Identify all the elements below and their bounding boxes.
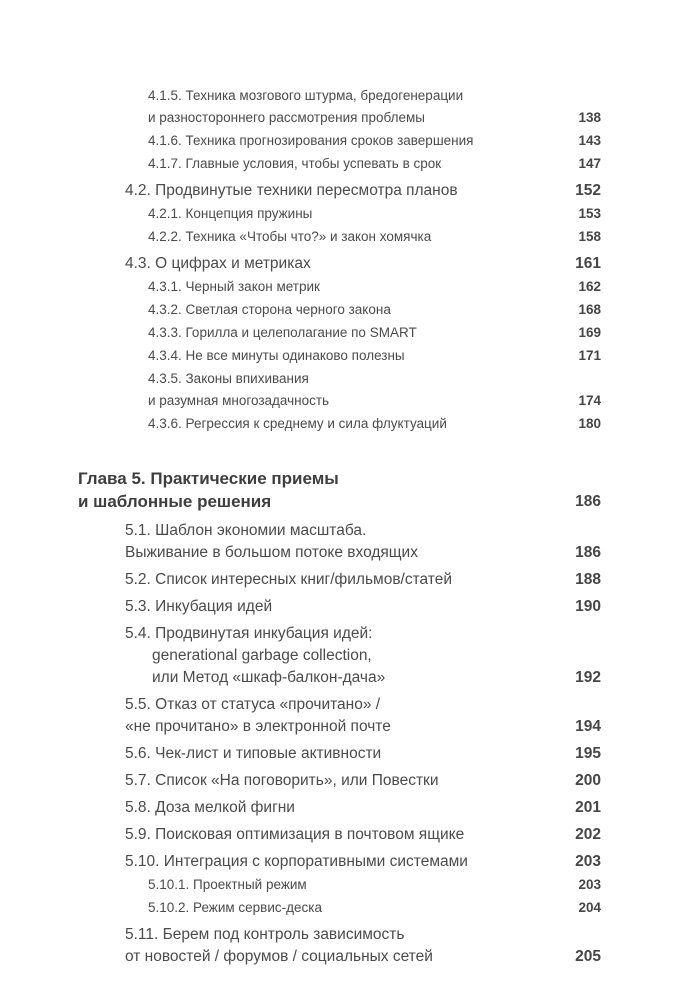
toc-entry-page: 162 (578, 279, 601, 294)
toc-entry-line: 5.9. Поисковая оптимизация в почтовом ящике (125, 826, 465, 843)
toc-entry (78, 874, 601, 896)
toc-entry-line: 4.2. Продвинутые техники пересмотра планов (125, 182, 458, 199)
toc-entry-page: 194 (575, 718, 601, 735)
toc-entry-page: 186 (575, 493, 601, 510)
toc-entry (78, 694, 601, 738)
toc-entry-line: 5.8. Доза мелкой фигни (125, 799, 295, 816)
toc-entry-line: 5.4. Продвинутая инкубация идей: (125, 625, 373, 642)
toc-entry (78, 770, 601, 792)
toc-entry (78, 226, 601, 248)
toc-entry-page: 171 (578, 348, 601, 363)
toc-entry-line: 4.3.2. Светлая сторона черного закона (148, 302, 391, 317)
toc-entry (78, 276, 601, 298)
toc-entry-page: 195 (575, 745, 601, 762)
toc-entry-line: 5.6. Чек-лист и типовые активности (125, 745, 382, 762)
toc-entry-line: 4.1.7. Главные условия, чтобы успевать в срок (148, 156, 442, 171)
toc-entry-page: 190 (575, 598, 601, 615)
toc-entry (78, 623, 601, 689)
toc-entry-line: 5.10.1. Проектный режим (148, 877, 307, 892)
toc-entry-line: от новостей / форумов / социальных сетей (125, 948, 433, 965)
toc-entry-page: 203 (575, 853, 601, 870)
toc-entry-text (125, 924, 433, 968)
toc-entry-page: 192 (575, 669, 601, 686)
toc-entry (78, 824, 601, 846)
toc-entry-text (148, 130, 473, 152)
toc-entry (78, 467, 601, 513)
toc-entry-page: 138 (578, 110, 601, 125)
toc-entry (78, 85, 601, 129)
toc-entry-page: 152 (575, 182, 601, 199)
toc-entry-line: 4.1.6. Техника прогнозирования сроков завершения (148, 133, 474, 148)
toc-entry (78, 569, 601, 591)
toc-entry-line: 4.1.5. Техника мозгового штурма, бредогенерации (148, 88, 464, 103)
toc-entry (78, 345, 601, 367)
toc-entry-page: 188 (575, 571, 601, 588)
toc-entry-text (125, 824, 464, 846)
toc-entry (78, 368, 601, 412)
toc-entry-text (148, 897, 322, 919)
toc-entry-line: 4.2.1. Концепция пружины (148, 206, 313, 221)
toc-entry-text (148, 322, 417, 344)
toc-entry-line: 4.3.5. Законы впихивания (148, 371, 309, 386)
toc-entry (78, 299, 601, 321)
toc-entry-text (78, 467, 339, 513)
toc-entry-line: 5.11. Берем под контроль зависимость (125, 926, 405, 943)
toc-entry (78, 924, 601, 968)
toc-entry-page: 202 (575, 826, 601, 843)
toc-entry-line: generational garbage collection, (152, 647, 372, 664)
toc-entry-text (148, 874, 307, 896)
toc-entry-line: 4.3.4. Не все минуты одинаково полезны (148, 348, 405, 363)
toc-entry-page: 169 (578, 325, 601, 340)
toc-entry-page: 180 (578, 416, 601, 431)
toc-entry-page: 186 (575, 544, 601, 561)
toc-entry (78, 897, 601, 919)
toc-entry-page: 203 (578, 877, 601, 892)
toc-entry-line: «не прочитано» в электронной почте (125, 718, 391, 735)
toc-entry-line: 5.2. Список интересных книг/фильмов/статей (125, 571, 453, 588)
toc-entry (78, 153, 601, 175)
toc-entry (78, 203, 601, 225)
toc-entry-page: 205 (575, 948, 601, 965)
toc-entry-line: и шаблонные решения (78, 492, 272, 511)
toc-entry (78, 413, 601, 435)
toc-entry-line: Глава 5. Практические приемы (78, 469, 339, 488)
toc-entry-text (148, 226, 431, 248)
toc-entry (78, 322, 601, 344)
toc-entry-text (125, 569, 452, 591)
toc-entry-text (125, 770, 439, 792)
toc-entry-text (148, 345, 405, 367)
toc-entry-text (125, 694, 391, 738)
toc-entry-text (148, 368, 329, 412)
toc-entry (78, 130, 601, 152)
toc-entry-line: 5.3. Инкубация идей (125, 598, 273, 615)
toc-entry-text (125, 797, 295, 819)
toc-entry-line: 5.7. Список «На поговорить», или Повестки (125, 772, 439, 789)
toc-entry-page: 174 (578, 393, 601, 408)
toc-entry-line: 4.3.3. Горилла и целеполагание по SMART (148, 325, 417, 340)
toc-entry-line: и разностороннего рассмотрения проблемы (148, 110, 426, 125)
toc-entry-page: 158 (578, 229, 601, 244)
toc-entry-page: 143 (578, 133, 601, 148)
toc-entry-line: 4.2.2. Техника «Чтобы что?» и закон хомячка (148, 229, 432, 244)
toc-entry-line: и разумная многозадачность (148, 393, 330, 408)
toc-entry-text (148, 276, 320, 298)
toc-entry-page: 204 (578, 900, 601, 915)
toc-entry-line: 4.3.1. Черный закон метрик (148, 279, 320, 294)
toc-entry-line: 5.5. Отказ от статуса «прочитано» / (125, 696, 381, 713)
toc-entry-page: 147 (578, 156, 601, 171)
toc-entry-page: 153 (578, 206, 601, 221)
toc-entry-text (125, 253, 311, 275)
toc-entry-text (148, 85, 463, 129)
toc-entry (78, 180, 601, 202)
toc-entry-page: 168 (578, 302, 601, 317)
toc-entry-line: 4.3. О цифрах и метриках (125, 255, 311, 272)
toc-entry-text (125, 623, 385, 689)
toc-entry-text (125, 851, 468, 873)
toc-entry-text (125, 180, 458, 202)
toc-entry-text (125, 743, 381, 765)
toc-entry-line: Выживание в большом потоке входящих (125, 544, 418, 561)
toc-entry (78, 743, 601, 765)
toc-entry-line: или Метод «шкаф-балкон-дача» (152, 669, 386, 686)
toc-entry-page: 200 (575, 772, 601, 789)
toc-entry-text (148, 413, 447, 435)
toc-entry (78, 851, 601, 873)
toc-entry (78, 797, 601, 819)
toc-entry (78, 253, 601, 275)
toc-entry-page: 201 (575, 799, 601, 816)
toc-list (78, 85, 601, 968)
toc-entry-line: 4.3.6. Регрессия к среднему и сила флуктуаций (148, 416, 447, 431)
toc-entry-line: 5.10.2. Режим сервис-деска (148, 900, 322, 915)
toc-entry-text (148, 203, 312, 225)
toc-entry-text (148, 153, 441, 175)
toc-entry-text (125, 520, 418, 564)
toc-entry-line: 5.1. Шаблон экономии масштаба. (125, 522, 367, 539)
toc-entry-text (148, 299, 391, 321)
toc-entry-text (125, 596, 272, 618)
toc-entry (78, 596, 601, 618)
toc-entry (78, 520, 601, 564)
toc-entry-page: 161 (575, 255, 601, 272)
toc-entry-line: 5.10. Интеграция с корпоративными системами (125, 853, 468, 870)
